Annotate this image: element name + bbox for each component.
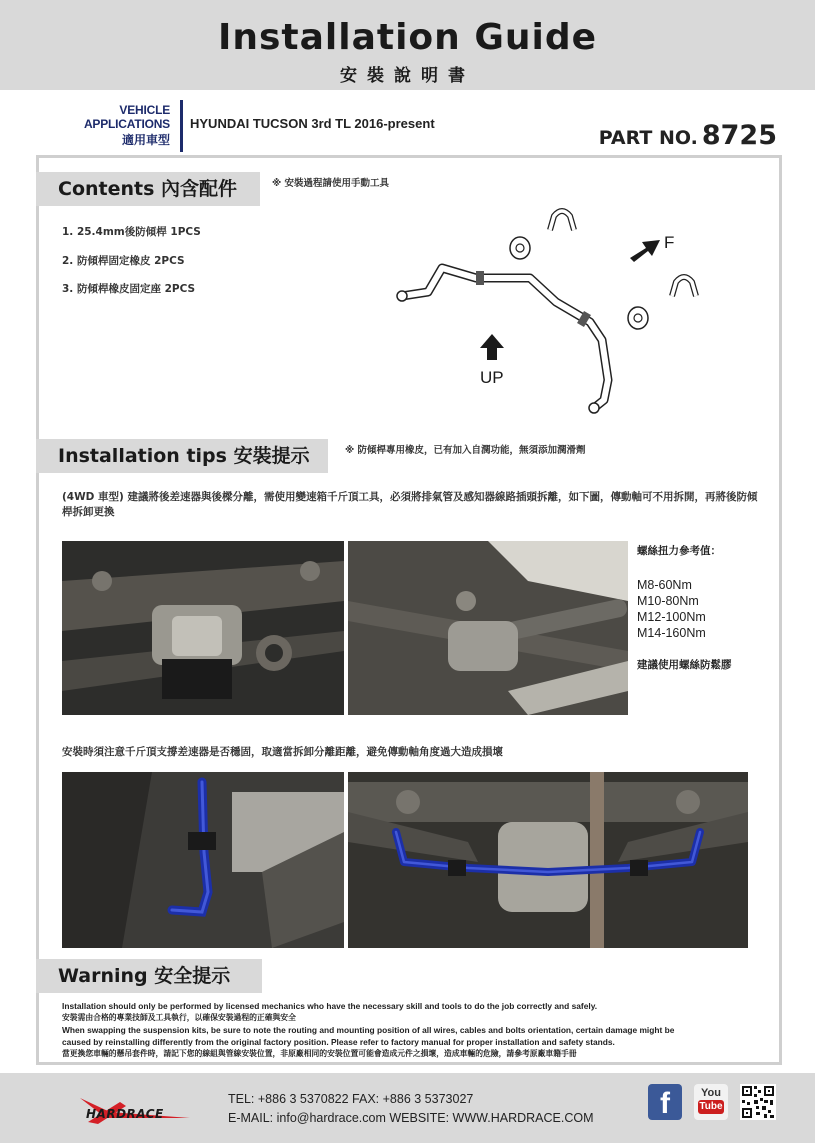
vehicle-divider — [180, 100, 183, 152]
rubber-bushing-icon — [628, 307, 648, 329]
email-website: E-MAIL: info@hardrace.com WEBSITE: WWW.HARDRACE.COM — [228, 1111, 594, 1125]
part-number-value: 8725 — [701, 120, 777, 151]
header-band — [0, 0, 815, 90]
tips-note: ※ 防傾桿專用橡皮，已有加入自潤功能，無須添加潤滑劑 — [345, 445, 586, 456]
front-arrow-icon — [630, 240, 660, 262]
torque-value: M10-80Nm — [637, 594, 699, 608]
sway-bar-drawing — [380, 200, 740, 430]
bushing-bracket-icon — [672, 277, 696, 296]
up-arrow-icon — [480, 334, 504, 360]
photo-differential-mount — [62, 541, 344, 715]
warning-line: 安裝需由合格的專業技師及工具執行，以確保安裝過程的正確與安全 — [62, 1013, 296, 1022]
parts-diagram — [380, 200, 740, 430]
contents-item: 1. 25.4mm後防傾桿 1PCS — [62, 226, 201, 238]
torque-value: M14-160Nm — [637, 626, 706, 640]
rubber-bushing-icon — [510, 237, 530, 259]
front-label: F — [664, 233, 675, 252]
warning-heading: Warning 安全提示 — [36, 959, 262, 993]
vehicle-applications-en: VEHICLE APPLICATIONS — [83, 103, 170, 131]
qr-code-icon[interactable] — [740, 1084, 776, 1120]
torque-title: 螺絲扭力參考值： — [637, 545, 721, 557]
warning-line: caused by reinstalling differently from the original factory position. Please refer to factory manual for proper installation and safety stands. — [62, 1037, 615, 1047]
tips-paragraph: (4WD 車型) 建議將後差速器與後樑分離，需使用變速箱千斤頂工具，必須將排氣管及感知器線路插頭拆離，如下圖，傳動軸可不用拆開，再將後防傾桿拆卸更換 — [62, 491, 758, 518]
youtube-icon[interactable] — [694, 1084, 728, 1120]
vehicle-applications-zh: 適用車型 — [121, 133, 170, 147]
part-number — [599, 120, 777, 151]
bushing-bracket-icon — [550, 211, 574, 230]
contents-heading: Contents 內含配件 — [36, 172, 260, 206]
warning-line: Installation should only be performed by licensed mechanics who have the necessary skill and tools to do the job correctly and safely. — [62, 1001, 598, 1011]
tips-heading: Installation tips 安裝提示 — [36, 439, 328, 473]
bar-end-eye — [397, 291, 407, 301]
contents-item: 3. 防傾桿橡皮固定座 2PCS — [62, 283, 196, 295]
up-label: UP — [480, 368, 504, 387]
photo-installed-sway-bar-side — [62, 772, 344, 948]
youtube-bottom-text: Tube — [699, 1101, 723, 1112]
photo-driveshaft-disconnect — [348, 541, 628, 715]
torque-value: M8-60Nm — [637, 578, 692, 592]
warning-text — [62, 1000, 762, 1060]
page-subtitle: 安裝說明書 — [340, 66, 475, 86]
warning-line: 當更換您車輛的懸吊套件時，請記下您的線組與管線安裝位置，非原廠相同的安裝位置可能會造成元件之損壞，造成車輛的危險，請參考原廠車籍手冊 — [62, 1049, 577, 1058]
vehicle-name: HYUNDAI TUCSON 3rd TL 2016-present — [190, 116, 435, 131]
warning-line: When swapping the suspension kits, be sure to note the routing and mounting position of all wires, cables and bolts orientation, certain damage might be — [62, 1025, 675, 1035]
facebook-icon[interactable]: f — [648, 1084, 682, 1120]
hardrace-logo — [80, 1088, 210, 1128]
tel-fax: TEL: +886 3 5370822 FAX: +886 3 5373027 — [228, 1092, 474, 1106]
contents-note: ※ 安裝過程請使用手動工具 — [272, 178, 390, 189]
contact-info — [228, 1090, 594, 1128]
part-number-label: PART NO. — [598, 127, 698, 149]
contents-item: 2. 防傾桿固定橡皮 2PCS — [62, 254, 185, 267]
jack-caution-caption: 安裝時須注意千斤頂支撐差速器是否穩固，取適當拆卸分離距離，避免傳動軸角度過大造成損壞 — [62, 746, 503, 758]
contents-list — [62, 224, 201, 310]
torque-value: M12-100Nm — [637, 610, 706, 624]
bar-bush-mark — [476, 271, 484, 285]
brand-name: HARDRACE — [86, 1107, 164, 1121]
page-title: Installation Guide — [217, 17, 598, 58]
torque-reference — [637, 543, 732, 672]
threadlocker-note: 建議使用螺絲防鬆膠 — [637, 659, 732, 671]
youtube-top-text: You — [701, 1087, 721, 1099]
bar-end-eye — [589, 403, 599, 413]
vehicle-applications-label — [36, 103, 178, 148]
photo-installed-sway-bar-full — [348, 772, 748, 948]
